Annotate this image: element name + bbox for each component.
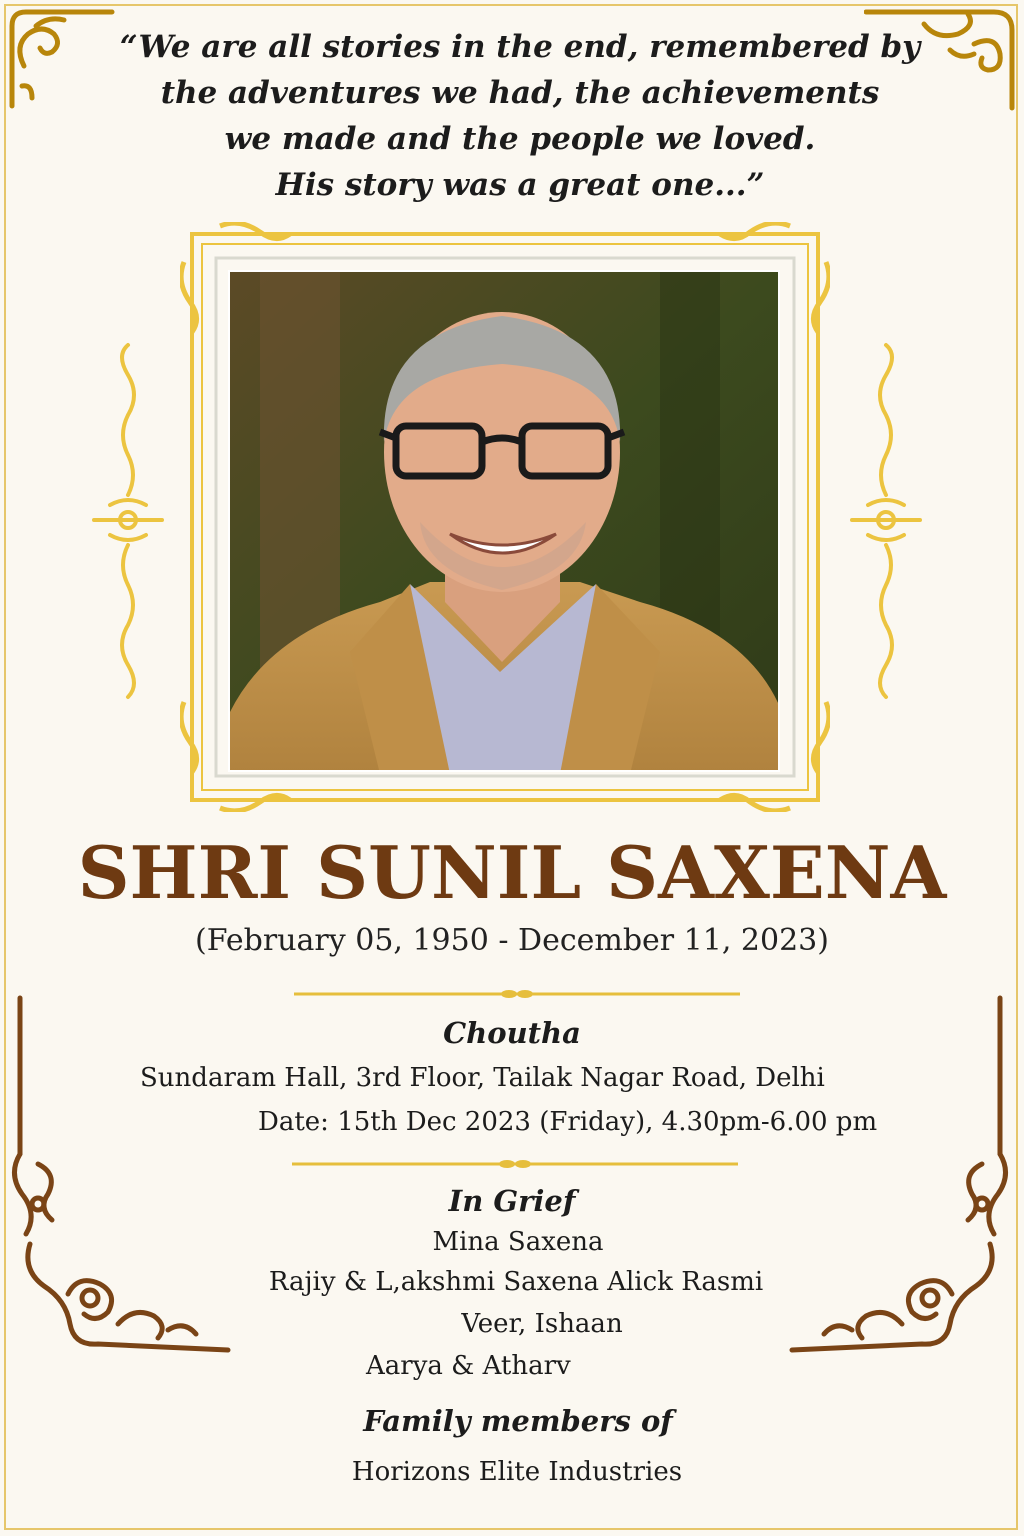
side-ornament-left [92,335,164,705]
quote-line-4: His story was a great one...” [275,167,765,203]
quote-line-3: we made and the people we loved. [224,121,816,157]
portrait-illustration [230,272,780,772]
corner-ornament-bottom-left [8,994,234,1354]
divider-top [294,988,740,1000]
grief-member: Rajiy & L,akshmi Saxena Alick Rasmi [268,1267,764,1297]
quote-line-1: “We are all stories in the end, remembered by [119,29,921,65]
ceremony-title: Choutha [443,1016,581,1050]
side-ornament-right [850,335,922,705]
grief-member: Mina Saxena [432,1227,604,1257]
quote-line-2: the adventures we had, the achievements [160,75,880,111]
life-dates: (February 05, 1950 - December 11, 2023) [195,923,829,958]
family-title: Family members of [363,1404,673,1438]
ceremony-datetime: Date: 15th Dec 2023 (Friday), 4.30pm-6.00 pm [258,1107,878,1137]
corner-ornament-bottom-right [786,994,1012,1354]
grief-title: In Grief [448,1184,576,1218]
ceremony-venue: Sundaram Hall, 3rd Floor, Tailak Nagar Road, Delhi [140,1063,825,1093]
divider-bottom [292,1158,738,1170]
deceased-name: SHRI SUNIL SAXENA [77,830,947,915]
grief-member: Veer, Ishaan [461,1309,623,1339]
memorial-quote [80,24,960,208]
portrait-photo [228,270,780,772]
grief-member: Aarya & Atharv [366,1351,571,1381]
family-organization: Horizons Elite Industries [351,1457,683,1487]
